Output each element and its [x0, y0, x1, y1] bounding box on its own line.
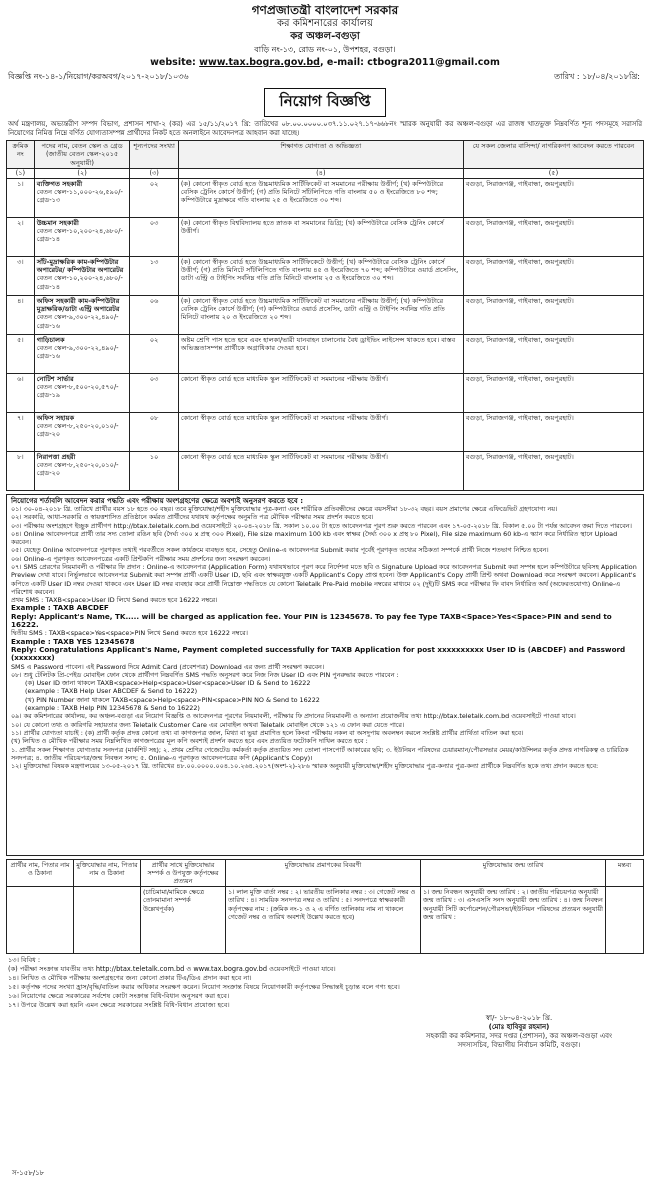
col-number: (৪) [178, 169, 463, 178]
posts-row [7, 334, 644, 373]
row-post [34, 412, 130, 451]
docs-cell: ১। লাল মুক্তি বার্তা নম্বর : ২। ভারতীয় তালিকার নম্বর : ৩। গেজেট নম্বর ও তারিখ : ৪। সাময়িক সনদপত্র নম্বর ও তারিখ : ৫। সনদপত্রে স্বাক্ষরকারী কর্তৃপক্ষের নাম : (ক্রমিক নং-১ ও ২ এ বর্ণিত তালিকায় নাম না থাকলে গেজেট নম্বর ও তারিখ অবশ্যই উল্লেখ করতে হবে) [226, 887, 421, 954]
row-post [34, 334, 130, 373]
contact-line [6, 56, 644, 69]
header-qualification: শিক্ষাগত যোগ্যতা ও অভিজ্ঞতা [178, 141, 463, 169]
post-grade: গ্রেড-২০ [36, 469, 61, 478]
instruction-list [11, 663, 639, 680]
col-number: (৩) [130, 169, 178, 178]
row-count: ০২ [130, 178, 178, 217]
post-scale: বেতন স্কেল-৮,৫০০-২০,৫৭০/- [36, 383, 119, 392]
government-name: গণপ্রজাতন্ত্রী বাংলাদেশ সরকার [251, 4, 399, 17]
signature-block [6, 1014, 644, 1050]
notice-title [6, 88, 644, 117]
post-scale: বেতন স্কেল-৮,২৫০-২০,০১০/- [36, 461, 119, 470]
post-grade: গ্রেড-১৩ [36, 196, 61, 205]
instruction-item: প্রথম SMS : TAXB<space>User ID লিখে Send করতে হবে 16222 নম্বরে। [11, 596, 218, 605]
post-grade: গ্রেড-১৬ [36, 321, 61, 330]
instruction-item: ০৬। Online-এ পূরণকৃত আবেদনপত্রের একটি প্রিন্টকপি পরীক্ষার সময় প্রদর্শনের জন্য সংরক্ষণ করবেন। [11, 554, 271, 563]
instruction-item: (খ) PIN Number জানা থাকলে TAXB<space>Help<space>PIN<space>PIN NO & Send to 16222 [25, 695, 320, 704]
footnote-item: ১৩। বিবিধ : [8, 956, 41, 965]
row-serial: ১। [7, 178, 35, 217]
docs-cell: ১। জন্ম নিবন্ধন অনুযায়ী জন্ম তারিখ : ২। জাতীয় পরিচয়পত্র অনুযায়ী জন্ম তারিখ : ৩। এসএসসি সনদ অনুযায়ী জন্ম তারিখ : ৪। জন্ম নিবন্ধন অনুযায়ী সিটি কর্পোরেশন/পৌরসভা/ইউনিয়ন পরিষদের প্রত্যয়ন অনুযায়ী জন্ম তারিখ : [421, 887, 606, 954]
instruction-item: ১১। প্রার্থীর যোগ্যতা যাচাই : (ক) প্রার্থী কর্তৃক প্রদত্ত কোনো তথ্য বা কাগজপত্র জাল, মিথ্যা বা ভুয়া প্রমাণিত হলে কিংবা পরীক্ষায় নকল বা অসদুপায় অবলম্বন করলে সংশ্লিষ্ট প্রার্থীর প্রার্থিতা বাতিল করা হবে। [11, 728, 524, 737]
signature-date: স্বা/- ১৮-০৪-২০১৮ খ্রি. [485, 1014, 553, 1023]
row-qualification: (ক) কোনো স্বীকৃত বোর্ড হতে উচ্চমাধ্যমিক সার্টিফিকেট বা সমমানের পরীক্ষায় উত্তীর্ণ; (খ) কম্পিউটারে বেসিক ট্রেনিং কোর্সে উত্তীর্ণ; (গ) কম্পিউটারে ওয়ার্ড প্রসেসিং, ডাটা এন্ট্রি ও টাইপিং সর্বনিম্ন গতি প্রতি মিনিটে বাংলায় ২০ ও ইংরেজিতে ২০ শব্দ। [178, 295, 463, 334]
row-districts: বগুড়া, সিরাজগঞ্জ, গাইবান্ধা, জয়পুরহাট। [463, 451, 643, 490]
post-grade: গ্রেড-২০ [36, 430, 61, 439]
signatory-role: সদস্যসচিব, বিভাগীয় নির্বাচন কমিটি, বগুড়া। [457, 1041, 581, 1050]
post-name: ব্যক্তিগত সহকারী [36, 179, 83, 188]
row-count: ১০ [130, 451, 178, 490]
notice-page [6, 4, 644, 1185]
posts-table-body [7, 178, 644, 490]
instruction-item: ১০। যে কোনো তথ্য ও কারিগরি সহায়তার জন্য Teletalk Customer Care এর মোবাইল অথবা Teletalk মোবাইল থেকে ১২১ এ ফোন করা যেতে পারে। [11, 720, 405, 729]
docs-header: মন্তব্য [606, 859, 644, 887]
header-serial: ক্রমিক নং [7, 141, 35, 169]
docs-header: মুক্তিযোদ্ধার জন্ম তারিখ [421, 859, 606, 887]
posts-row [7, 451, 644, 490]
docs-row [7, 887, 644, 954]
row-qualification: (ক) কোনো স্বীকৃত বোর্ড হতে উচ্চমাধ্যমিক সার্টিফিকেট বা সমমানের পরীক্ষায় উত্তীর্ণ; (খ) কম্পিউটারে বেসিক ট্রেনিং কোর্সে উত্তীর্ণ; (গ) প্রতি মিনিটে সাঁটলিপিতে গতি বাংলায় ৫০ ও ইংরেজিতে ৮০ শব্দ; কম্পিউটারে মুদ্রাক্ষরে গতি বাংলায় ২৫ ও ইংরেজিতে ৩০ শব্দ। [178, 178, 463, 217]
sms-reply-1: Reply: Applicant's Name, TK..... will be charged as application fee. Your PIN is 12345678. To pay fee Type TAXB<Space>Yes<Space>PIN and send to 16222. [11, 611, 612, 630]
row-districts: বগুড়া, সিরাজগঞ্জ, গাইবান্ধা, জয়পুরহাট। [463, 256, 643, 295]
posts-row [7, 217, 644, 256]
row-count: ১৩ [130, 256, 178, 295]
post-grade: গ্রেড-১৪ [36, 282, 61, 291]
memo-number: বিজ্ঞপ্তি নং-১৪-১/নিয়োগ/করঅবগ/২০১৭-২০১৮/১০৩৬ [8, 72, 189, 81]
signatory-name: (মোঃ হাবিবুর রহমান) [488, 1023, 550, 1032]
posts-number-row [7, 169, 644, 178]
signatory-designation: সহকারী কর কমিশনার, সদর দপ্তর (প্রশাসন), কর অঞ্চল-বগুড়া এবং [425, 1032, 613, 1041]
row-serial: ৫। [7, 334, 35, 373]
post-grade: গ্রেড-১৬ [36, 352, 61, 361]
row-districts: বগুড়া, সিরাজগঞ্জ, গাইবান্ধা, জয়পুরহাট। [463, 295, 643, 334]
row-qualification: (ক) কোনো স্বীকৃত বিশ্ববিদ্যালয় হতে স্নাতক বা সমমানের ডিগ্রি; (খ) কম্পিউটারে বেসিক ট্রেনিং কোর্সে উত্তীর্ণ। [178, 217, 463, 256]
header-post: পদের নাম, বেতন স্কেল ও গ্রেড (জাতীয় বেতন স্কেল-২০১৫ অনুযায়ী) [34, 141, 130, 169]
freedom-fighter-table [6, 859, 644, 955]
footnote-item: (ক) পরীক্ষা সংক্রান্ত যাবতীয় তথ্য http://btax.teletalk.com.bd ও www.tax.bogra.gov.bd ওয়েবসাইটে পাওয়া যাবে। [8, 965, 336, 974]
post-scale: বেতন স্কেল-৮,২৫০-২০,০১০/- [36, 422, 119, 431]
instruction-item: ১২। মুক্তিযোদ্ধা বিষয়ক মন্ত্রণালয়ের ১৩-০৫-২০১৭ খ্রি. তারিখের ৪৮.০০.০০০০.০০৪.১০.২৬৪.২০১৭(অংশ-২)-২৮৬ স্মারক অনুযায়ী মুক্তিযোদ্ধা/শহীদ মুক্তিযোদ্ধার পুত্র-কন্যার পুত্র-কন্যা প্রার্থীকে নিম্নবর্ণিত ছকে তথ্য প্রদান করতে হবে: [11, 762, 599, 771]
posts-row [7, 295, 644, 334]
instructions-heading: নিয়োগের শর্তাবলি আবেদন করার পদ্ধতি এবং পরীক্ষায় অংশগ্রহণের ক্ষেত্রে অবশ্যই অনুসরণ করতে হবে : [11, 496, 303, 505]
footnote-item: ১৫। কর্তৃপক্ষ পদের সংখ্যা হ্রাস/বৃদ্ধি/বাতিল করার অধিকার সংরক্ষণ করেন। নিয়োগ সংক্রান্ত বিষয়ে নিয়োগকারী কর্তৃপক্ষের সিদ্ধান্তই চূড়ান্ত বলে গণ্য হবে। [8, 983, 400, 992]
post-scale: বেতন স্কেল-৯,৩০০-২২,৪৯০/- [36, 344, 119, 353]
row-serial: ৭। [7, 412, 35, 451]
row-post [34, 295, 130, 334]
instruction-item: ০২। সরকারি, আধা-সরকারি ও স্বায়ত্তশাসিত প্রতিষ্ঠানে কর্মরত প্রার্থীদের যথাযথ কর্তৃপক্ষের অনুমতি পত্র মৌখিক পরীক্ষার সময় প্রদর্শন করতে হবে। [11, 513, 374, 522]
col-number: (৫) [463, 169, 643, 178]
row-post [34, 256, 130, 295]
post-scale: বেতন স্কেল-৯,৩০০-২২,৪৯০/- [36, 313, 119, 322]
post-scale: বেতন স্কেল-১০,২০০-২৪,৬৮০/- [36, 227, 123, 236]
row-post [34, 217, 130, 256]
docs-cell [606, 887, 644, 954]
row-serial: ৩। [7, 256, 35, 295]
instruction-item: (example : TAXB Help User ABCDEF & Send to 16222) [25, 687, 198, 696]
row-serial: ২। [7, 217, 35, 256]
row-count: ০৬ [130, 295, 178, 334]
posts-row [7, 412, 644, 451]
sms-example-2: Example : TAXB YES 12345678 [11, 636, 135, 646]
row-districts: বগুড়া, সিরাজগঞ্জ, গাইবান্ধা, জয়পুরহাট। [463, 412, 643, 451]
post-name: অফিস সহায়ক [36, 413, 75, 422]
docs-header: মুক্তিযোদ্ধার নাম, পিতার নাম ও ঠিকানা [74, 859, 141, 887]
notice-title-text: নিয়োগ বিজ্ঞপ্তি [264, 88, 385, 117]
row-qualification: কোনো স্বীকৃত বোর্ড হতে মাধ্যমিক স্কুল সার্টিফিকেট বা সমমানের পরীক্ষায় উত্তীর্ণ। [178, 412, 463, 451]
row-count: ০২ [130, 334, 178, 373]
row-districts: বগুড়া, সিরাজগঞ্জ, গাইবান্ধা, জয়পুরহাট। [463, 334, 643, 373]
row-districts: বগুড়া, সিরাজগঞ্জ, গাইবান্ধা, জয়পুরহাট। [463, 178, 643, 217]
instruction-list [11, 505, 639, 605]
email-link[interactable]: ctbogra2011@gmail.com [367, 57, 500, 68]
post-scale: বেতন স্কেল-১০,২০০-২৪,৬৮০/- [36, 274, 123, 283]
row-qualification: কোনো স্বীকৃত বোর্ড হতে মাধ্যমিক স্কুল সার্টিফিকেট বা সমমানের পরীক্ষায় উত্তীর্ণ। [178, 451, 463, 490]
instruction-item: ০৪। Online আবেদনপত্রে প্রার্থী তার সদ্য তোলা রঙিন ছবি (দৈর্ঘ্য ৩০০ x প্রস্থ ৩০০ Pixel), File size maximum 100 kb এবং স্বাক্ষর (দৈর্ঘ্য ৩০০ x প্রস্থ ৮০ Pixel), File size maximum 60 kb-এ স্ক্যান করে নির্ধারিত স্থানে Upload করবেন। [11, 529, 618, 547]
footnote-item: ১৭। উপরে উল্লেখ করা হয়নি এমন ক্ষেত্রে সরকারের সংশ্লিষ্ট বিধি-বিধান প্রযোজ্য হবে। [8, 1001, 230, 1010]
row-count: ০৩ [130, 217, 178, 256]
row-post [34, 451, 130, 490]
row-qualification: অষ্টম শ্রেণি পাস হতে হবে এবং হালকা/ভারী যানবাহন চালানোর বৈধ ড্রাইভিং লাইসেন্স থাকতে হবে। বাস্তব অভিজ্ঞতাসম্পন্ন প্রার্থীকে অগ্রাধিকার দেওয়া হবে। [178, 334, 463, 373]
posts-row [7, 256, 644, 295]
instructions-box [6, 494, 644, 856]
website-link[interactable]: www.tax.bogra.gov.bd [199, 57, 320, 68]
posts-header-row [7, 141, 644, 169]
instruction-list [11, 712, 639, 770]
letterhead [6, 4, 644, 69]
instruction-item: SMS এ Password পাবেন। এই Password দিয়ে Admit Card (প্রবেশপত্র) Download এর জন্য প্রার্থী সংরক্ষণ করবেন। [11, 662, 325, 671]
header-districts: যে সকল জেলার বাসিন্দা/ নাগরিকগণ আবেদন করতে পারবেন [463, 141, 643, 169]
col-number: (১) [7, 169, 35, 178]
row-qualification: (ক) কোনো স্বীকৃত বোর্ড হতে উচ্চমাধ্যমিক সার্টিফিকেটে উত্তীর্ণ; (খ) কম্পিউটারে বেসিক ট্রেনিং কোর্সে উত্তীর্ণ; (গ) প্রতি মিনিটে সাঁটলিপিতে গতি বাংলায় ৪৫ ও ইংরেজিতে ৭০ শব্দ; কম্পিউটারে ওয়ার্ড প্রসেসিং, ডাটা এন্ট্রি ও টাইপিং সর্বনিম্ন গতি প্রতি মিনিটে বাংলায় ২৫ ও ইংরেজিতে ৩০ শব্দ। [178, 256, 463, 295]
sms-reply-2: Reply: Congratulations Applicant's Name, Payment completed successfully for TAXB Application for post xxxxxxxxxx User ID is (ABCDEF) and Password (xxxxxxxx) [11, 644, 626, 663]
post-grade: গ্রেড-১৯ [36, 391, 61, 400]
posts-row [7, 373, 644, 412]
docs-header: মুক্তিযোদ্ধার প্রমাণকের বিবরণী [226, 859, 421, 887]
posts-table [6, 140, 644, 491]
footnotes [8, 956, 642, 1010]
row-districts: বগুড়া, সিরাজগঞ্জ, গাইবান্ধা, জয়পুরহাট। [463, 373, 643, 412]
memo-date: তারিখ : ১৮/০৪/২০১৮খ্রি: [554, 72, 640, 81]
post-name: গাড়িচালক [36, 335, 65, 344]
post-name: উচ্চমান সহকারী [36, 218, 79, 227]
email-label: , e-mail: [319, 57, 364, 68]
docs-cell [7, 887, 74, 954]
row-serial: ৪। [7, 295, 35, 334]
row-serial: ৬। [7, 373, 35, 412]
post-name: নোটিশ সার্ভার [36, 374, 74, 383]
memo-line [8, 71, 640, 84]
post-name: সাঁট-মুদ্রাক্ষরিক কাম-কম্পিউটার অপারেটর/ কম্পিউটার অপারেটর [36, 257, 124, 275]
instruction-item: (খ) লিখিত ও মৌখিক পরীক্ষার সময় নিম্নলিখিত কাগজপত্রের মূল কপি অবশ্যই প্রদর্শন করতে হবে এবং প্রত্যয়িত ফটোকপি দাখিল করতে হবে : [11, 737, 368, 746]
row-serial: ৮। [7, 451, 35, 490]
row-qualification: কোনো স্বীকৃত বোর্ড হতে মাধ্যমিক স্কুল সার্টিফিকেট বা সমমানের পরীক্ষায় উত্তীর্ণ। [178, 373, 463, 412]
instruction-item: ০৭। SMS প্রেরণের নিয়মাবলী ও পরীক্ষার ফি প্রদান : Online-এ আবেদনপত্র (Application Form) যথাযথভাবে পূরণ করে নির্দেশনা মতে ছবি ও Signature Upload করে আবেদনপত্র Submit করা সম্পন্ন হলে কম্পিউটারে ছবিসহ Application Preview দেখা যাবে। নির্ভুলভাবে আবেদনপত্র Submit করা সম্পন্ন প্রার্থী একটি User ID, ছবি এবং স্বাক্ষরযুক্ত একটি Applicant's Copy প্রাপ্ত হবেন। উক্ত Applicant's Copy প্রার্থী প্রিন্ট অথবা Download করে সংরক্ষণ করবেন। Applicant's কপিতে একটি User ID নম্বর দেওয়া থাকবে এবং User ID নম্বর ব্যবহার করে প্রার্থী নিম্নোক্ত পদ্ধতিতে যে কোনো Teletalk Pre-Paid mobile নম্বরের মাধ্যমে ০২ (দুই)টি SMS করে পরীক্ষার ফি বাবদ নির্ধারিত অর্থ (অফেরতযোগ্য) Online-এ পরিশোধ করবেন। [11, 563, 637, 596]
post-scale: বেতন স্কেল-১১,০০০-২৬,৫৯০/- [36, 188, 123, 197]
instruction-item: ০৫। যেহেতু Online আবেদনপত্রে পূরণকৃত তথ্যই পরবর্তীতে সকল কার্যক্রমে ব্যবহৃত হবে, সেহেতু Online-এ আবেদনপত্র Submit করার পূর্বেই পূরণকৃত তথ্যের সঠিকতা সম্পর্কে প্রার্থী নিজে শতভাগ নিশ্চিত হবেন। [11, 546, 549, 555]
col-number: (২) [34, 169, 130, 178]
row-districts: বগুড়া, সিরাজগঞ্জ, গাইবান্ধা, জয়পুরহাট। [463, 217, 643, 256]
row-post [34, 373, 130, 412]
docs-cell: (চাচিমামা/মামিকে ক্ষেত্রে তোনমামানা সম্পর্ক উল্লেখপূর্বক) [141, 887, 226, 954]
docs-header: প্রার্থীর নাম, পিতার নাম ও ঠিকানা [7, 859, 74, 887]
docs-cell [74, 887, 141, 954]
instruction-item: (example : TAXB Help PIN 12345678 & Send to 16222) [25, 704, 200, 713]
serial-number: স-১৫৮/১৮ [12, 1169, 45, 1177]
post-name: নিরাপত্তা প্রহরী [36, 452, 76, 461]
header-count: শূন্যপদের সংখ্যা [130, 141, 178, 169]
instruction-item: ০৮। শুধু টেলিটক প্রি-পেইড মোবাইল ফোন থেকে প্রার্থীগণ নিম্নবর্ণিত SMS পদ্ধতি অনুসরণ করে নিজ নিজ User ID এবং PIN পুনরুদ্ধার করতে পারবেন : [11, 670, 399, 679]
website-label: website: [150, 57, 196, 68]
sms-example-1: Example : TAXB ABCDEF [11, 603, 109, 613]
office-name: কর কমিশনারের কার্যালয় [277, 18, 373, 29]
post-grade: গ্রেড-১৪ [36, 235, 61, 244]
post-name: অফিস সহকারী কাম-কম্পিউটার মুদ্রাক্ষরিক/ডাটা এন্ট্রি অপারেটর [36, 296, 120, 314]
row-post [34, 178, 130, 217]
recovery-list [11, 679, 639, 712]
posts-row [7, 178, 644, 217]
footnote-item: ১৪। লিখিত ও মৌখিক পরীক্ষায় অংশগ্রহণের জন্য কোনো প্রকার টিএ/ডিএ প্রদান করা হবে না। [8, 974, 252, 983]
instruction-item: ০১। ৩০-০৪-২০১৮ খ্রি. তারিখে প্রার্থীর বয়স ১৮ হতে ৩০ বছর। তবে মুক্তিযোদ্ধা/শহীদ মুক্তিযোদ্ধার পুত্র-কন্যা এবং শারীরিক প্রতিবন্ধীদের ক্ষেত্রে বয়সসীমা ১৮-৩২ বছর। বয়স প্রমাণের ক্ষেত্রে এফিডেভিট গ্রহণযোগ্য নয়। [11, 504, 558, 513]
zone-name: কর অঞ্চল-বগুড়া [290, 31, 360, 42]
footnote-item: ১৬। নিয়োগের ক্ষেত্রে সরকারের সর্বশেষ কোটা সংক্রান্ত বিধি-বিধান অনুসরণ করা হবে। [8, 992, 230, 1001]
docs-header-row [7, 859, 644, 887]
instruction-item: ১. প্রার্থীর সকল শিক্ষাগত যোগ্যতার সনদপত্র (মার্কশিট সহ); ২. প্রথম শ্রেণির গেজেটেড কর্মকর্তা কর্তৃক প্রত্যয়িত সদ্য তোলা পাসপোর্ট আকারের ছবি; ৩. ইউনিয়ন পরিষদের চেয়ারম্যান/পৌরসভার মেয়র/কাউন্সিলর কর্তৃক প্রদত্ত নাগরিকত্ব ও চারিত্রিক সনদপত্র; ৪. জাতীয় পরিচয়পত্র/জন্ম নিবন্ধন সনদ; ৫. Online-এ পূরণকৃত আবেদনপত্রের কপি (Applicant's Copy)। [11, 745, 629, 762]
intro-paragraph: অর্থ মন্ত্রণালয়, অভ্যন্তরীণ সম্পদ বিভাগ, প্রশাসন শাখা-২ (কর) এর ১৫/১১/২০১৭ খ্রি: তারিখের ০৮.০০.০০০০.০৩৭.১১.০২৭.১৭-৬৬৮নং স্মারক অনুযায়ী কর অঞ্চল-বগুড়া এর রাজস্ব খাতভুক্ত নিম্নবর্ণিত শূন্য পদসমূহে সরাসরি নিয়োগের নিমিত্ত নিম্নে বর্ণিত যোগ্যতাসম্পন্ন প্রার্থীদের নিকট হতে অনলাইনে আবেদনপত্র আহবান করা যাচ্ছে। [8, 120, 642, 137]
row-count: ০৮ [130, 412, 178, 451]
instruction-item: (ক) User ID জানা থাকলে TAXB<space>Help<space>User<space>User ID & Send to 16222 [25, 679, 311, 688]
docs-header: প্রার্থীর সাথে মুক্তিযোদ্ধার সম্পর্ক ও উপযুক্ত কর্তৃপক্ষের প্রত্যয়ন [141, 859, 226, 887]
second-sms: দ্বিতীয় SMS : TAXB<space>Yes<space>PIN লিখে Send করতে হবে 16222 নম্বরে। [11, 629, 248, 638]
instruction-item: ০৩। পরীক্ষায় অংশগ্রহণে ইচ্ছুক প্রার্থীগণ http://btax.teletalk.com.bd ওয়েবসাইটে ২০-০৪-২০১৮ খ্রি. সকাল ১০.০০ টা হতে আবেদনপত্র পূরণ শুরু করতে পারবেন এবং ১৭-০৫-২০১৮ খ্রি. বিকাল ৫.০০ টা পর্যন্ত আবেদন জমা দিতে পারবেন। [11, 521, 632, 530]
row-count: ০৩ [130, 373, 178, 412]
office-address: বাড়ি নং-১৩, রোড নং-০১, উপশহর, বগুড়া। [254, 45, 396, 54]
instruction-item: ০৯। কর কমিশনারের কার্যালয়, কর অঞ্চল-বগুড়া এর নিয়োগ বিজ্ঞপ্তি ও আবেদনপত্র পূরণের নিয়মাবলী, পরীক্ষার ফি প্রদানের নিয়মাবলী ও অন্যান্য প্রয়োজনীয় তথ্য http://btax.teletalk.com.bd ওয়েবসাইটে পাওয়া যাবে। [11, 712, 576, 721]
